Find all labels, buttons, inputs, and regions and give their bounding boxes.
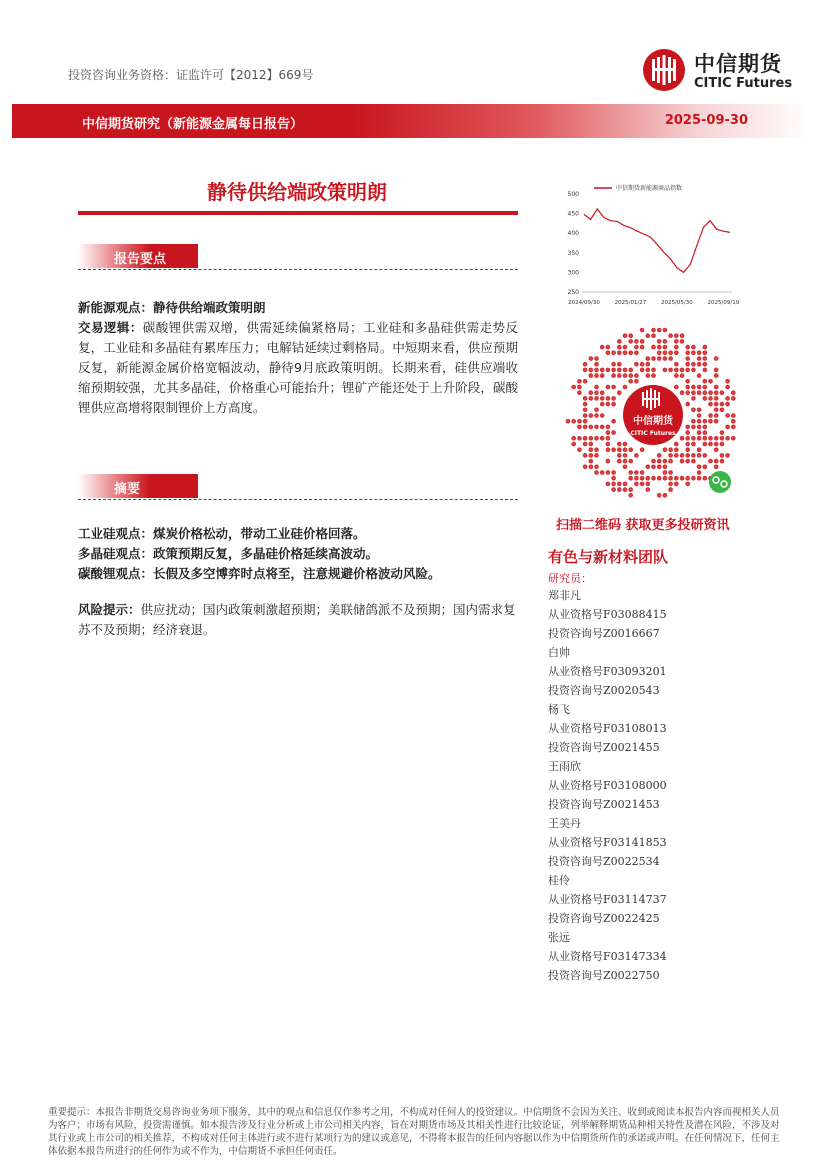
header-banner (12, 104, 812, 138)
analyst-name: 张远 (548, 931, 570, 944)
chart-y-tick-label: 500 (567, 191, 579, 198)
logo-chinese-name: 中信期货 (694, 52, 782, 76)
chart-series-line (584, 209, 730, 273)
title-underline (78, 211, 518, 215)
report-date: 2025-09-30 (664, 113, 748, 128)
chart-y-tick-label: 400 (567, 230, 579, 238)
citic-futures-logo (642, 46, 812, 96)
index-chart-svg (560, 180, 772, 308)
summary-item: 多晶硅观点：政策预期反复，多晶硅价格延续高波动。 (78, 546, 379, 561)
new-energy-view: 新能源观点：静待供给端政策明朗 (78, 300, 266, 315)
analyst-name: 郑非凡 (548, 589, 581, 602)
chart-legend-label: 中信期货新能源商品指数 (616, 185, 683, 192)
citic-logo-mark-icon (642, 48, 686, 92)
analyst-consult: 投资咨询号Z0020543 (548, 684, 660, 697)
analyst-consult: 投资咨询号Z0021455 (548, 741, 660, 754)
report-title: 静待供给端政策明朗 (207, 180, 387, 204)
analyst-name: 王雨欣 (548, 760, 581, 773)
qr-code[interactable] (560, 322, 746, 508)
analyst-license: 从业资格号F03088415 (548, 608, 667, 621)
index-chart (560, 180, 772, 308)
chart-y-tick-label: 300 (567, 269, 579, 277)
analyst-license: 从业资格号F03147334 (548, 950, 667, 963)
section-key-points-label: 报告要点 (114, 252, 167, 267)
analyst-list (548, 586, 667, 985)
key-points-body (78, 298, 518, 418)
analyst-label: 研究员： (548, 572, 592, 585)
trading-logic: 交易逻辑：碳酸锂供需双增，供需延续偏紧格局；工业硅和多晶硅供需走势反复，工业硅和多晶硅有累库压力；电解钴延续过剩格局。中短期来看，供应预期反复，新能源金属价格宽幅波动，静待9月底政策明朗。长期来看，硅供应端收缩预期较强，尤其多晶硅，价格重心可能抬升；锂矿产能还处于上升阶段，碳酸锂供应高增将限制锂价上方高度。 (78, 320, 518, 415)
analyst-name: 杨飞 (548, 703, 570, 716)
chart-x-tick-label: 2025/05/30 (661, 300, 693, 306)
qr-center-cn: 中信期货 (633, 416, 673, 427)
analyst-name: 桂伶 (548, 874, 570, 887)
chart-x-tick-label: 2025/09/19 (707, 300, 740, 306)
analyst-consult: 投资咨询号Z0021453 (548, 798, 660, 811)
analyst-license: 从业资格号F03141853 (548, 836, 667, 849)
analyst-license: 从业资格号F03108000 (548, 779, 667, 792)
analyst-name: 王美丹 (548, 817, 581, 830)
summary-item: 工业硅观点：煤炭价格松动，带动工业硅价格回落。 (78, 526, 366, 541)
summary-body (78, 524, 518, 640)
analyst-license: 从业资格号F03108013 (548, 722, 667, 735)
analyst-consult: 投资咨询号Z0022425 (548, 912, 660, 925)
chart-y-tick-label: 450 (567, 210, 579, 218)
analyst-license: 从业资格号F03114737 (548, 893, 667, 906)
scan-qr-cta: 扫描二维码 获取更多投研资讯 (556, 518, 730, 533)
chart-x-tick-label: 2025/01/27 (614, 300, 647, 306)
banner-report-series: 中信期货研究（新能源金属每日报告） (82, 117, 304, 132)
risk-warning: 风险提示：供应扰动；国内政策刺激超预期；美联储鸽派不及预期；国内需求复苏不及预期；经济衰退。 (78, 602, 516, 637)
chart-x-tick-label: 2024/09/30 (568, 300, 600, 306)
license-text: 投资咨询业务资格：证监许可【2012】669号 (68, 68, 314, 82)
analyst-consult: 投资咨询号Z0022534 (548, 855, 660, 868)
analyst-license: 从业资格号F03093201 (548, 665, 667, 678)
team-title: 有色与新材料团队 (548, 548, 669, 566)
qr-center-en: CITIC Futures (630, 430, 676, 437)
section-key-points-header (78, 244, 518, 268)
summary-item: 碳酸锂观点：长假及多空博弈时点将至，注意规避价格波动风险。 (78, 566, 441, 581)
section-summary-header (78, 474, 518, 498)
mini-program-icon (709, 471, 731, 493)
section-summary-label: 摘要 (114, 482, 141, 497)
chart-y-tick-label: 250 (567, 289, 579, 296)
analyst-consult: 投资咨询号Z0022750 (548, 969, 660, 982)
logo-english-name: CITIC Futures (694, 76, 793, 91)
qr-code-svg (560, 322, 746, 508)
analyst-consult: 投资咨询号Z0016667 (548, 627, 660, 640)
chart-y-tick-label: 350 (567, 249, 579, 257)
disclaimer: 重要提示：本报告非期货交易咨询业务项下服务，其中的观点和信息仅作参考之用，不构成对任何人的投资建议。中信期货不会因为关注、收到或阅读本报告内容而视相关人员为客户；市场有风险，投资需谨慎。如本报告涉及行业分析或上市公司相关内容，旨在对期货市场及其相关性进行比较论证，列举解释期货品种相关特性及潜在风险，不涉及对其行业或上市公司的相关推荐，不构成对任何主体进行或不进行某项行为的建议或意见，不得将本报告的任何内容据以作为中信期货所作的承诺或声明。在任何情况下，任何主体依据本报告所进行的任何作为或不作为，中信期货不承担任何责任。 (48, 1107, 780, 1157)
analyst-name: 白帅 (548, 646, 570, 659)
